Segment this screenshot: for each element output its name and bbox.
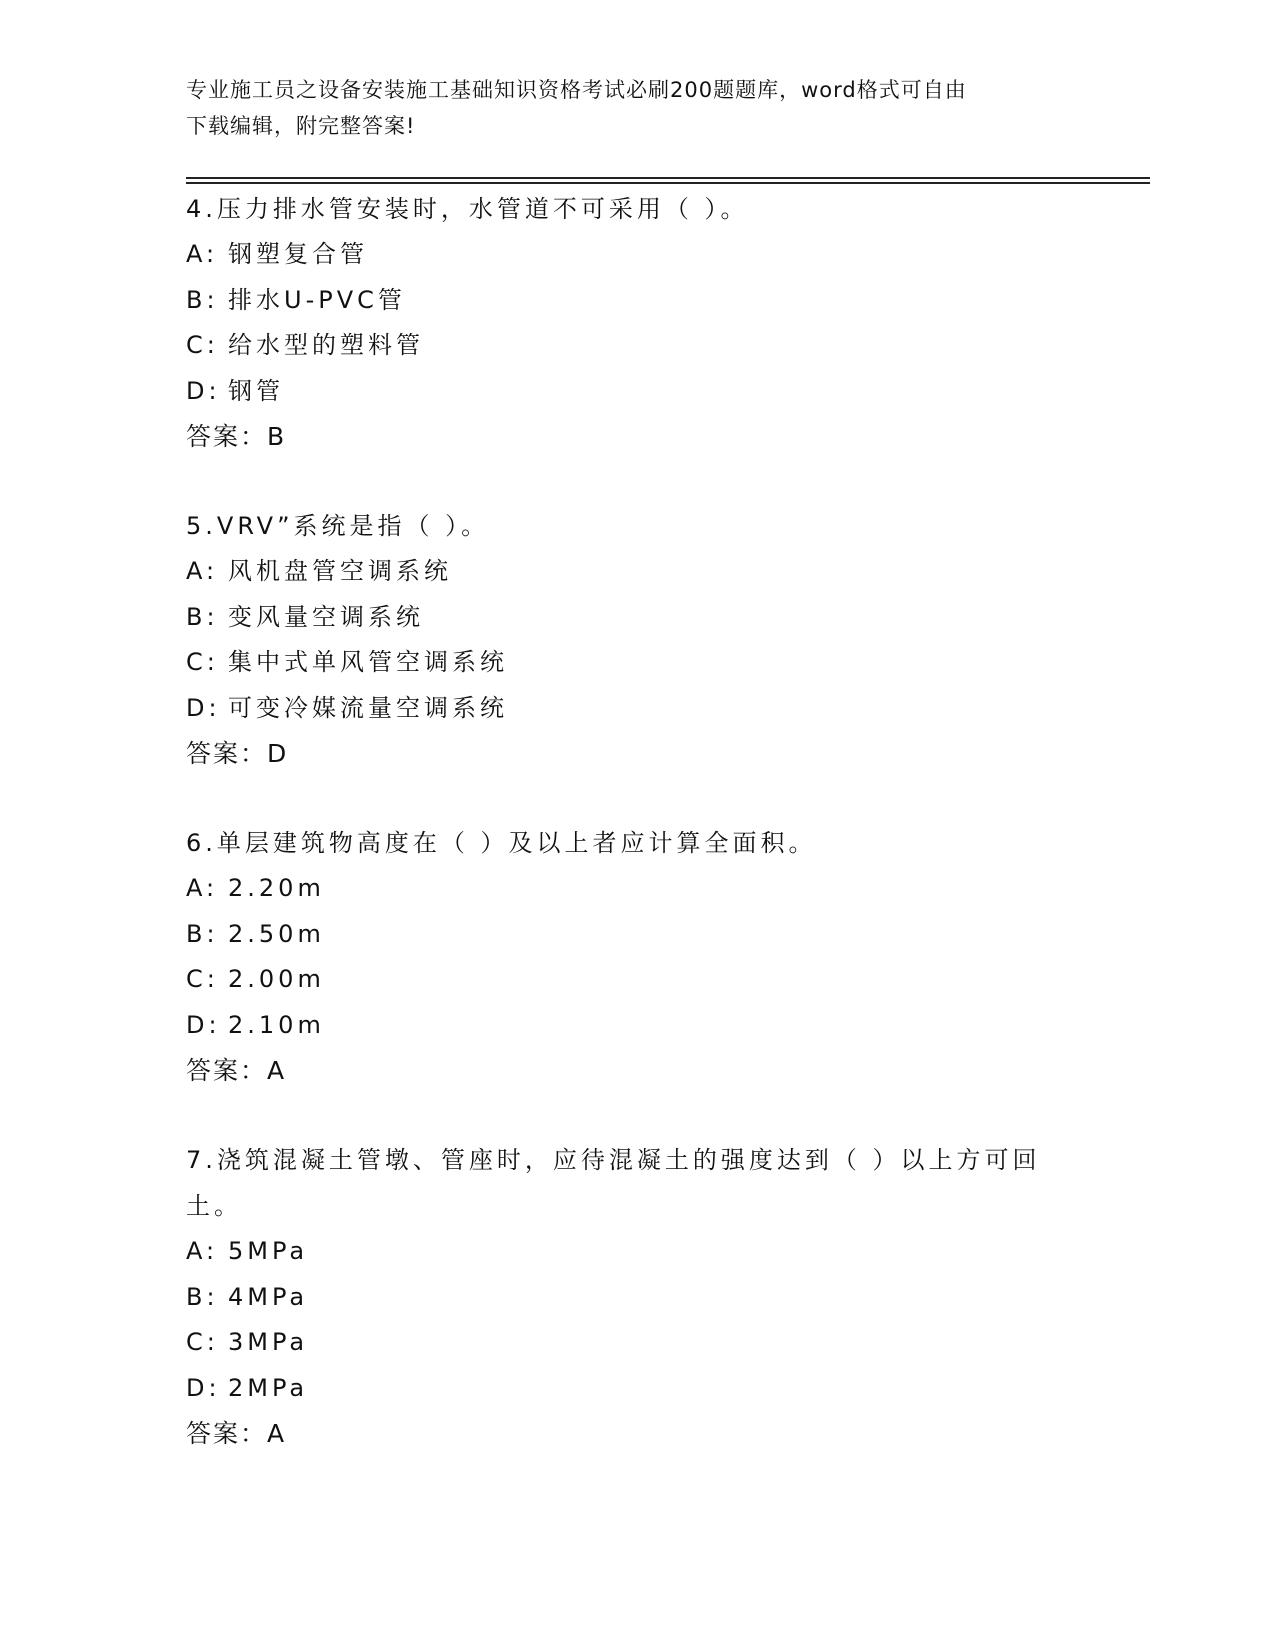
option-text: 4MPa bbox=[228, 1282, 309, 1311]
option-letter: B: bbox=[186, 919, 219, 948]
option-c bbox=[186, 640, 1086, 686]
option-a bbox=[186, 549, 1086, 595]
option-b bbox=[186, 912, 1086, 958]
option-text: 钢塑复合管 bbox=[228, 240, 368, 268]
option-text: 3MPa bbox=[228, 1328, 309, 1356]
option-text: 风机盘管空调系统 bbox=[228, 557, 452, 585]
option-a bbox=[186, 866, 1086, 912]
option-text: 5MPa bbox=[228, 1237, 309, 1265]
answer: 答案：D bbox=[186, 739, 289, 768]
option-d bbox=[186, 1366, 1086, 1412]
question-4 bbox=[186, 186, 1086, 460]
option-a bbox=[186, 232, 1086, 278]
option-text: 钢管 bbox=[228, 376, 284, 405]
option-a bbox=[186, 1229, 1086, 1275]
option-text: 变风量空调系统 bbox=[228, 602, 424, 631]
header-line-1: 专业施工员之设备安装施工基础知识资格考试必刷200题题库，word格式可自由 bbox=[186, 78, 967, 102]
option-b bbox=[186, 1275, 1086, 1321]
option-letter: D: bbox=[186, 376, 221, 405]
question-stem: 6.单层建筑物高度在（ ）及以上者应计算全面积。 bbox=[186, 829, 817, 857]
option-d bbox=[186, 1003, 1086, 1049]
option-b bbox=[186, 278, 1086, 324]
answer: 答案：A bbox=[186, 1419, 287, 1448]
option-letter: C: bbox=[186, 1328, 219, 1356]
header-divider-bottom bbox=[186, 182, 1150, 184]
option-letter: B: bbox=[186, 285, 219, 314]
option-letter: D: bbox=[186, 1010, 221, 1039]
option-letter: B: bbox=[186, 602, 219, 631]
option-letter: B: bbox=[186, 1282, 219, 1311]
option-d bbox=[186, 369, 1086, 415]
option-d bbox=[186, 686, 1086, 732]
option-letter: A: bbox=[186, 557, 219, 585]
option-letter: A: bbox=[186, 874, 219, 902]
document-header bbox=[186, 72, 1066, 144]
header-line-2: 下载编辑，附完整答案! bbox=[186, 114, 416, 138]
option-text: 排水U-PVC管 bbox=[228, 285, 406, 314]
question-6 bbox=[186, 820, 1086, 1094]
question-stem: 4.压力排水管安装时，水管道不可采用（ ）。 bbox=[186, 195, 749, 223]
option-c bbox=[186, 323, 1086, 369]
question-stem: 7.浇筑混凝土管墩、管座时，应待混凝土的强度达到（ ）以上方可回土。 bbox=[186, 1146, 1041, 1220]
option-c bbox=[186, 957, 1086, 1003]
option-text: 给水型的塑料管 bbox=[228, 331, 424, 359]
answer: 答案：A bbox=[186, 1056, 287, 1085]
option-text: 2.00m bbox=[228, 965, 325, 993]
option-letter: C: bbox=[186, 331, 219, 359]
option-text: 2.10m bbox=[228, 1010, 325, 1039]
option-letter: A: bbox=[186, 240, 219, 268]
question-stem: 5.VRV”系统是指（ ）。 bbox=[186, 512, 490, 540]
option-text: 2.50m bbox=[228, 919, 325, 948]
header-divider-top bbox=[186, 177, 1150, 179]
option-c bbox=[186, 1320, 1086, 1366]
option-text: 2MPa bbox=[228, 1373, 309, 1402]
option-b bbox=[186, 595, 1086, 641]
option-text: 2.20m bbox=[228, 874, 325, 902]
answer: 答案：B bbox=[186, 422, 287, 451]
option-text: 集中式单风管空调系统 bbox=[228, 648, 508, 676]
question-5 bbox=[186, 503, 1086, 777]
option-letter: A: bbox=[186, 1237, 219, 1265]
option-letter: C: bbox=[186, 648, 219, 676]
option-letter: D: bbox=[186, 693, 221, 722]
question-7 bbox=[186, 1137, 1086, 1457]
option-letter: D: bbox=[186, 1373, 221, 1402]
option-letter: C: bbox=[186, 965, 219, 993]
option-text: 可变冷媒流量空调系统 bbox=[228, 693, 508, 722]
